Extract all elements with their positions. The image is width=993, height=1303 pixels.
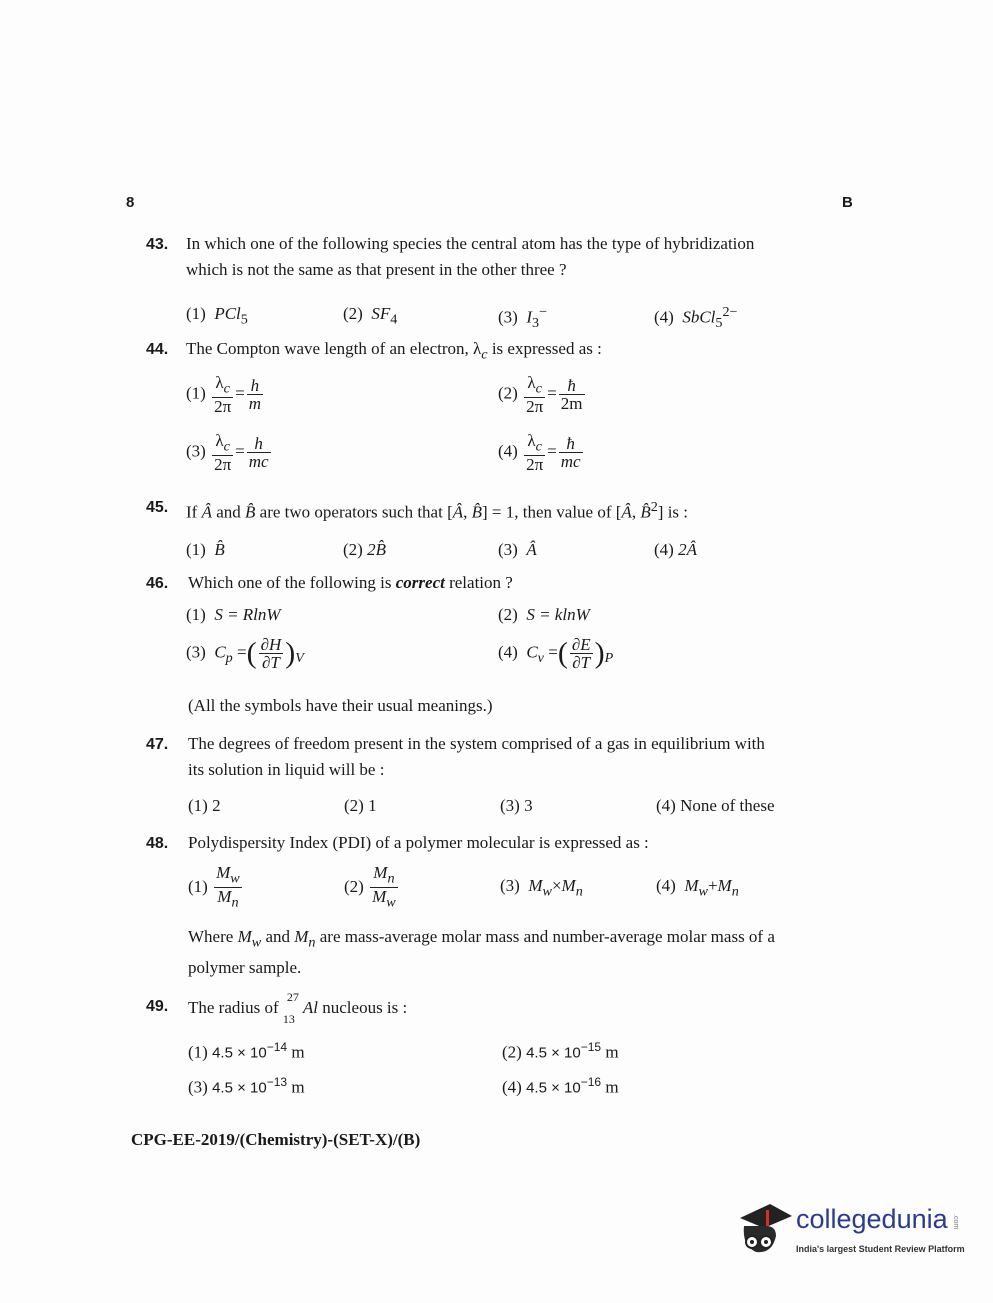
- question-43-text: In which one of the following species the central atom has the type of hybridization which is not the same as that present in the other three ?: [186, 234, 755, 279]
- option: (3) $I_3^-$: [498, 304, 548, 332]
- option: (4) 2Â: [654, 540, 697, 559]
- question-number: 44.: [146, 341, 169, 358]
- logo-wordmark: collegedunia: [796, 1204, 948, 1234]
- set-label: B: [842, 194, 853, 211]
- option: (4) $4.5 \times 10^{-16}$ m: [502, 1075, 619, 1097]
- option: (2) $\frac{\lambda_c}{2\pi}$ = $\frac{ħ}{2m}$: [498, 373, 583, 417]
- option: (2) 1: [344, 796, 377, 815]
- question-number: 48.: [146, 835, 169, 852]
- question-number: 46.: [146, 575, 169, 592]
- option: (4) SbCl$_5^{2-}$: [654, 304, 738, 332]
- question-49-text: The radius of 27 13 Al nucleous is :: [188, 990, 408, 1027]
- note: (All the symbols have their usual meanings.): [188, 696, 493, 715]
- option: (1) PCl$_5$: [186, 304, 248, 328]
- option: (4) $C_v$ =( $\frac{\partial E}{\partial T}$ )$_P$: [498, 635, 614, 672]
- page-number: 8: [126, 194, 135, 211]
- option: (4) $\frac{\lambda_c}{2\pi}$ = $\frac{ħ}{mc}$: [498, 431, 581, 475]
- option: (2) $4.5 \times 10^{-15}$ m: [502, 1040, 619, 1062]
- option: (1) B̂: [186, 540, 225, 559]
- option: (3) $C_p$ =( $\frac{\partial H}{\partial T}$ )$_V$: [186, 635, 304, 672]
- question-48-text: Polydispersity Index (PDI) of a polymer molecular is expressed as :: [188, 833, 649, 852]
- question-45-text: If Â and B̂ are two operators such that [Â, B̂] = 1, then value of [Â, B̂$^2$] is :: [186, 499, 689, 522]
- question-47-text: The degrees of freedom present in the system comprised of a gas in equilibrium with its solution in liquid will be :: [188, 734, 765, 779]
- question-number: 43.: [146, 236, 169, 253]
- option: (1) $\frac{M_w}{M_n}$: [188, 863, 240, 911]
- footer-code: CPG-EE-2019/(Chemistry)-(SET-X)/(B): [131, 1130, 421, 1149]
- option: (3) $4.5 \times 10^{-13}$ m: [188, 1075, 305, 1097]
- option: (1) $4.5 \times 10^{-14}$ m: [188, 1040, 305, 1062]
- logo-com: .com: [952, 1214, 959, 1230]
- option: (3) Â: [498, 540, 537, 559]
- question-46-text: Which one of the following is correct relation ?: [188, 573, 513, 592]
- question-number: 45.: [146, 499, 169, 516]
- option: (1) $\frac{\lambda_c}{2\pi}$ = $\frac{h}{m}$: [186, 373, 262, 417]
- logo-tagline: India's largest Student Review Platform: [796, 1244, 965, 1254]
- question-44-text: The Compton wave length of an electron, $\lambda_c$ is expressed as :: [186, 339, 602, 363]
- option: (2) S = klnW: [498, 605, 590, 624]
- question-number: 49.: [146, 998, 169, 1015]
- collegedunia-mascot-icon: [736, 1196, 796, 1260]
- option: (4) $M_w+M_n$: [656, 876, 739, 900]
- option: (3) $M_w\times M_n$: [500, 876, 583, 900]
- option: (2) 2B̂: [343, 540, 386, 559]
- question-number: 47.: [146, 736, 169, 753]
- option: (3) $\frac{\lambda_c}{2\pi}$ = $\frac{h}{mc}$: [186, 431, 269, 475]
- option: (3) 3: [500, 796, 533, 815]
- option: (2) $\frac{M_n}{M_w}$: [344, 863, 396, 911]
- option: (2) $SF_4$: [343, 304, 398, 328]
- question-48-note: Where $M_w$ and $M_n$ are mass-average molar mass and number-average molar mass of a polymer sample.: [188, 927, 775, 978]
- option: (1) S = RlnW: [186, 605, 281, 624]
- option: (4) None of these: [656, 796, 775, 815]
- option: (1) 2: [188, 796, 221, 815]
